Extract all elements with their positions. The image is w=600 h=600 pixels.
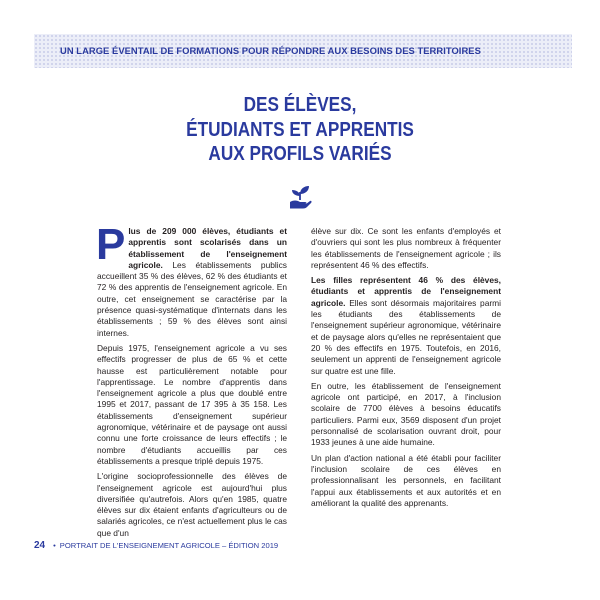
hand-sprout-icon xyxy=(288,185,312,211)
page-number: 24 xyxy=(34,540,46,551)
drop-cap: P xyxy=(96,220,126,269)
page-title-line-3: AUX PROFILS VARIÉS xyxy=(208,143,392,165)
paragraph-growth: Depuis 1975, l'enseignement agricole a vu ses effectifs progresser de plus de 65 % et cette hausse est particulièrement notable pour l'apprentissage. Le nombre d'apprentis dans l'enseignement agricole a plus que doublé entre 1995 et 2017, passant de 17 395 à 35 158. Les établissements d'enseignement supérieur agronomique, vétérinaire et de paysage ont aussi connu une forte croissance de leurs effectifs ; le nombre d'étudiants accueillis par ces établissements a presque triplé depuis 1975. xyxy=(97,342,287,466)
paragraph-action-plan: Un plan d'action national a été établi pour faciliter l'inclusion scolaire de ces élèves en professionnalisant les personnels, en facilitant l'appui aux établissements et aux autorités et en améliorant la qualité des apprenants. xyxy=(311,452,501,508)
intro-lead: lus de 209 000 élèves, étudiants et apprentis sont scolarisés dans un établissement de l'enseignement agricole. xyxy=(128,226,287,270)
page-title xyxy=(128,93,472,167)
intro-body: Les établissements publics accueillent 35 % des élèves, 62 % des étudiants et 72 % des apprentis de l'enseignement agricole. En outre, cet enseignement se caractérise par la présence quasi-systématique d'internats dans les établissements ; 59 % des élèves sont ainsi internes. xyxy=(97,259,287,338)
publication-title: PORTRAIT DE L'ENSEIGNEMENT AGRICOLE – ÉDITION 2019 xyxy=(59,541,279,550)
right-column xyxy=(311,226,501,513)
intro-paragraph xyxy=(96,220,287,339)
page-title-line-2: ÉTUDIANTS ET APPRENTIS xyxy=(186,118,414,141)
girls-body: Elles sont désormais majoritaires parmi les étudiants des établissements de l'enseignement supérieur agronomique, vétérinaire et de paysage alors qu'elles ne représentaient que 20 % des effectifs en 1975. Toutefois, en 2016, seulement un apprenti de l'enseignement agricole sur quatre est une fille. xyxy=(311,297,501,376)
paragraph-origin: L'origine socioprofessionnelle des élèves de l'enseignement agricole est aujourd'hui plus diversifiée qu'autrefois. Alors qu'en 1985, quatre élèves sur dix étaient enfants d'agriculteurs ou de salariés agricoles, ce n'est actuellement plus le cas que d'un xyxy=(97,471,287,538)
section-heading: UN LARGE ÉVENTAIL DE FORMATIONS POUR RÉPONDRE AUX BESOINS DES TERRITOIRES xyxy=(60,45,481,56)
footer-separator: • xyxy=(53,541,56,550)
paragraph-inclusion: En outre, les établissement de l'enseignement agricole ont participé, en 2017, à l'inclusion scolaire de 7700 élèves à besoins éducatifs particuliers. Parmi eux, 3569 disposent d'un projet personnalisé de scolarisation ouvrant droit, pour 1933 jeunes à une aide humaine. xyxy=(311,380,501,448)
girls-lead: Les filles représentent 46 % des élèves, étudiants et apprentis de l'enseignement agricole. xyxy=(311,275,501,308)
paragraph-origin-continued: élève sur dix. Ce sont les enfants d'employés et d'ouvriers qui sont les plus nombreux à fréquenter les établissements de l'enseignement agricole ; ils représentent 46 % des effectifs. xyxy=(311,226,501,270)
page-footer xyxy=(34,540,278,552)
paragraph-girls xyxy=(311,275,501,377)
page-title-line-1: DES ÉLÈVES, xyxy=(243,94,357,116)
left-column xyxy=(96,220,287,543)
